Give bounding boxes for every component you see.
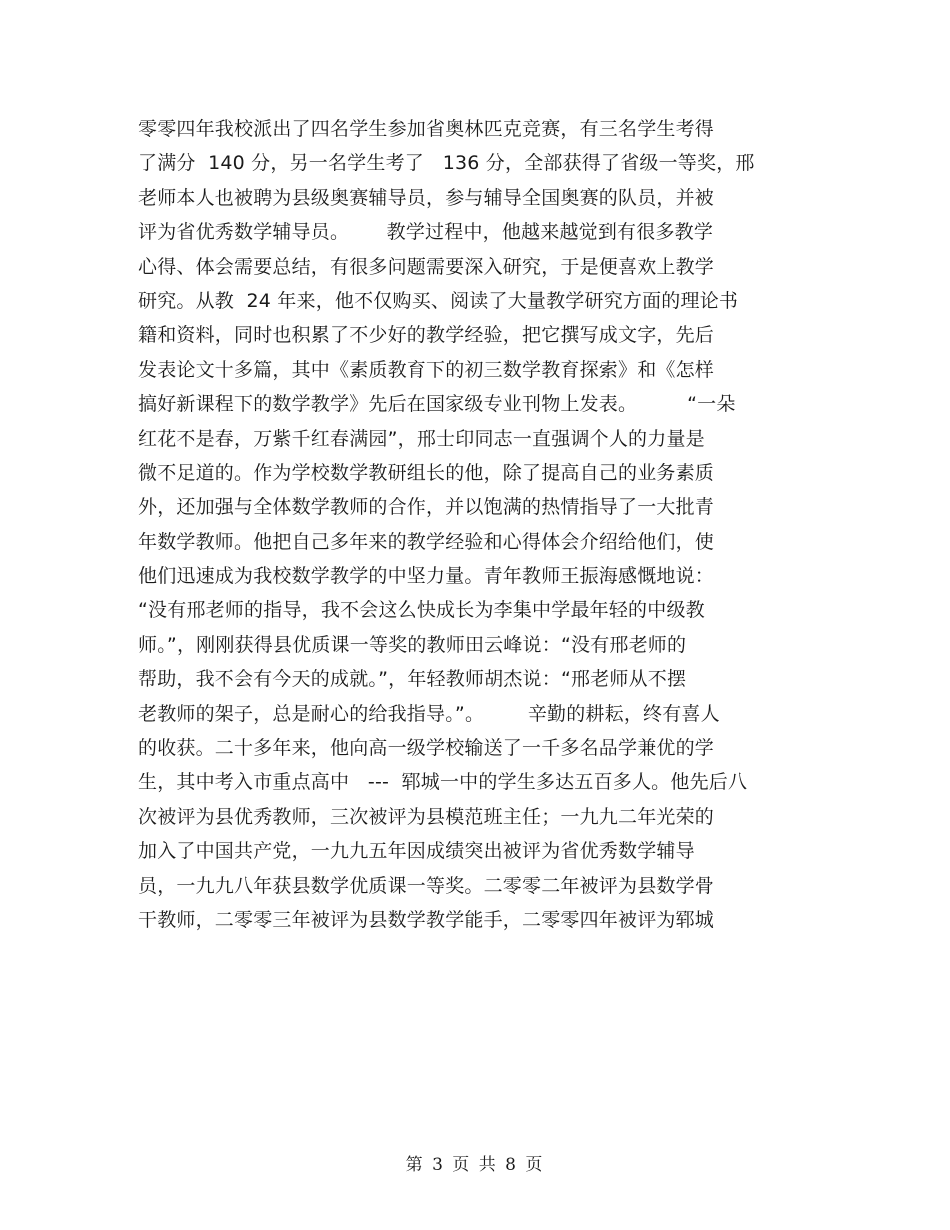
text-line: 研究。从教 24 年来，他不仅购买、阅读了大量教学研究方面的理论书 (138, 289, 739, 312)
text-line: 老师本人也被聘为县级奥赛辅导员，参与辅导全国奥赛的队员，并被 (138, 186, 715, 209)
text-line: 搞好新课程下的数学教学》先后在国家级专业刊物上发表。 “一朵 (138, 393, 736, 416)
text-line: 心得、体会需要总结，有很多问题需要深入研究，于是便喜欢上教学 (138, 255, 715, 278)
text-line: 员，一九九八年获县数学优质课一等奖。二零零二年被评为县数学骨 (138, 874, 715, 897)
text-line: 帮助，我不会有今天的成就。”，年轻教师胡杰说：“邢老师从不摆 (138, 668, 687, 691)
text-line: 年数学教师。他把自己多年来的教学经验和心得体会介绍给他们，使 (138, 530, 715, 553)
text-line: 老教师的架子，总是耐心的给我指导。”。 辛勤的耕耘，终有喜人 (138, 702, 720, 725)
body-text (138, 112, 798, 937)
text-line: 零零四年我校派出了四名学生参加省奥林匹克竞赛，有三名学生考得 (138, 118, 715, 140)
text-line: 了满分 140 分，另一名学生考了 136 分，全部获得了省级一等奖，邢 (138, 152, 755, 175)
text-line: 师。”，刚刚获得县优质课一等奖的教师田云峰说：“没有邢老师的 (138, 633, 687, 656)
text-line: 外，还加强与全体数学教师的合作，并以饱满的热情指导了一大批青 (138, 496, 715, 519)
text-line: 他们迅速成为我校数学教学的中坚力量。青年教师王振海感慨地说： (138, 565, 715, 588)
text-line: 微不足道的。作为学校数学教研组长的他，除了提高自己的业务素质 (138, 461, 715, 484)
text-line: “没有邢老师的指导，我不会这么快成长为李集中学最年轻的中级教 (138, 599, 705, 622)
text-line: 次被评为县优秀教师，三次被评为县模范班主任；一九九二年光荣的 (138, 805, 715, 828)
text-line: 籍和资料，同时也积累了不少好的教学经验，把它撰写成文字，先后 (138, 324, 715, 347)
text-line: 的收获。二十多年来，他向高一级学校输送了一千多名品学兼优的学 (138, 737, 715, 760)
text-line: 生，其中考入市重点高中 --- 郓城一中的学生多达五百多人。他先后八 (138, 771, 748, 794)
page-footer: 第 3 页 共 8 页 (405, 1155, 545, 1175)
text-line: 干教师，二零零三年被评为县数学教学能手，二零零四年被评为郓城 (138, 908, 715, 931)
text-line: 评为省优秀数学辅导员。 教学过程中，他越来越觉到有很多教学 (138, 221, 714, 244)
text-line: 红花不是春，万紫千红春满园”，邢士印同志一直强调个人的力量是 (138, 427, 705, 450)
text-line: 发表论文十多篇，其中《素质教育下的初三数学教育探索》和《怎样 (138, 358, 715, 381)
text-line: 加入了中国共产党，一九九五年因成绩突出被评为省优秀数学辅导 (138, 840, 695, 863)
